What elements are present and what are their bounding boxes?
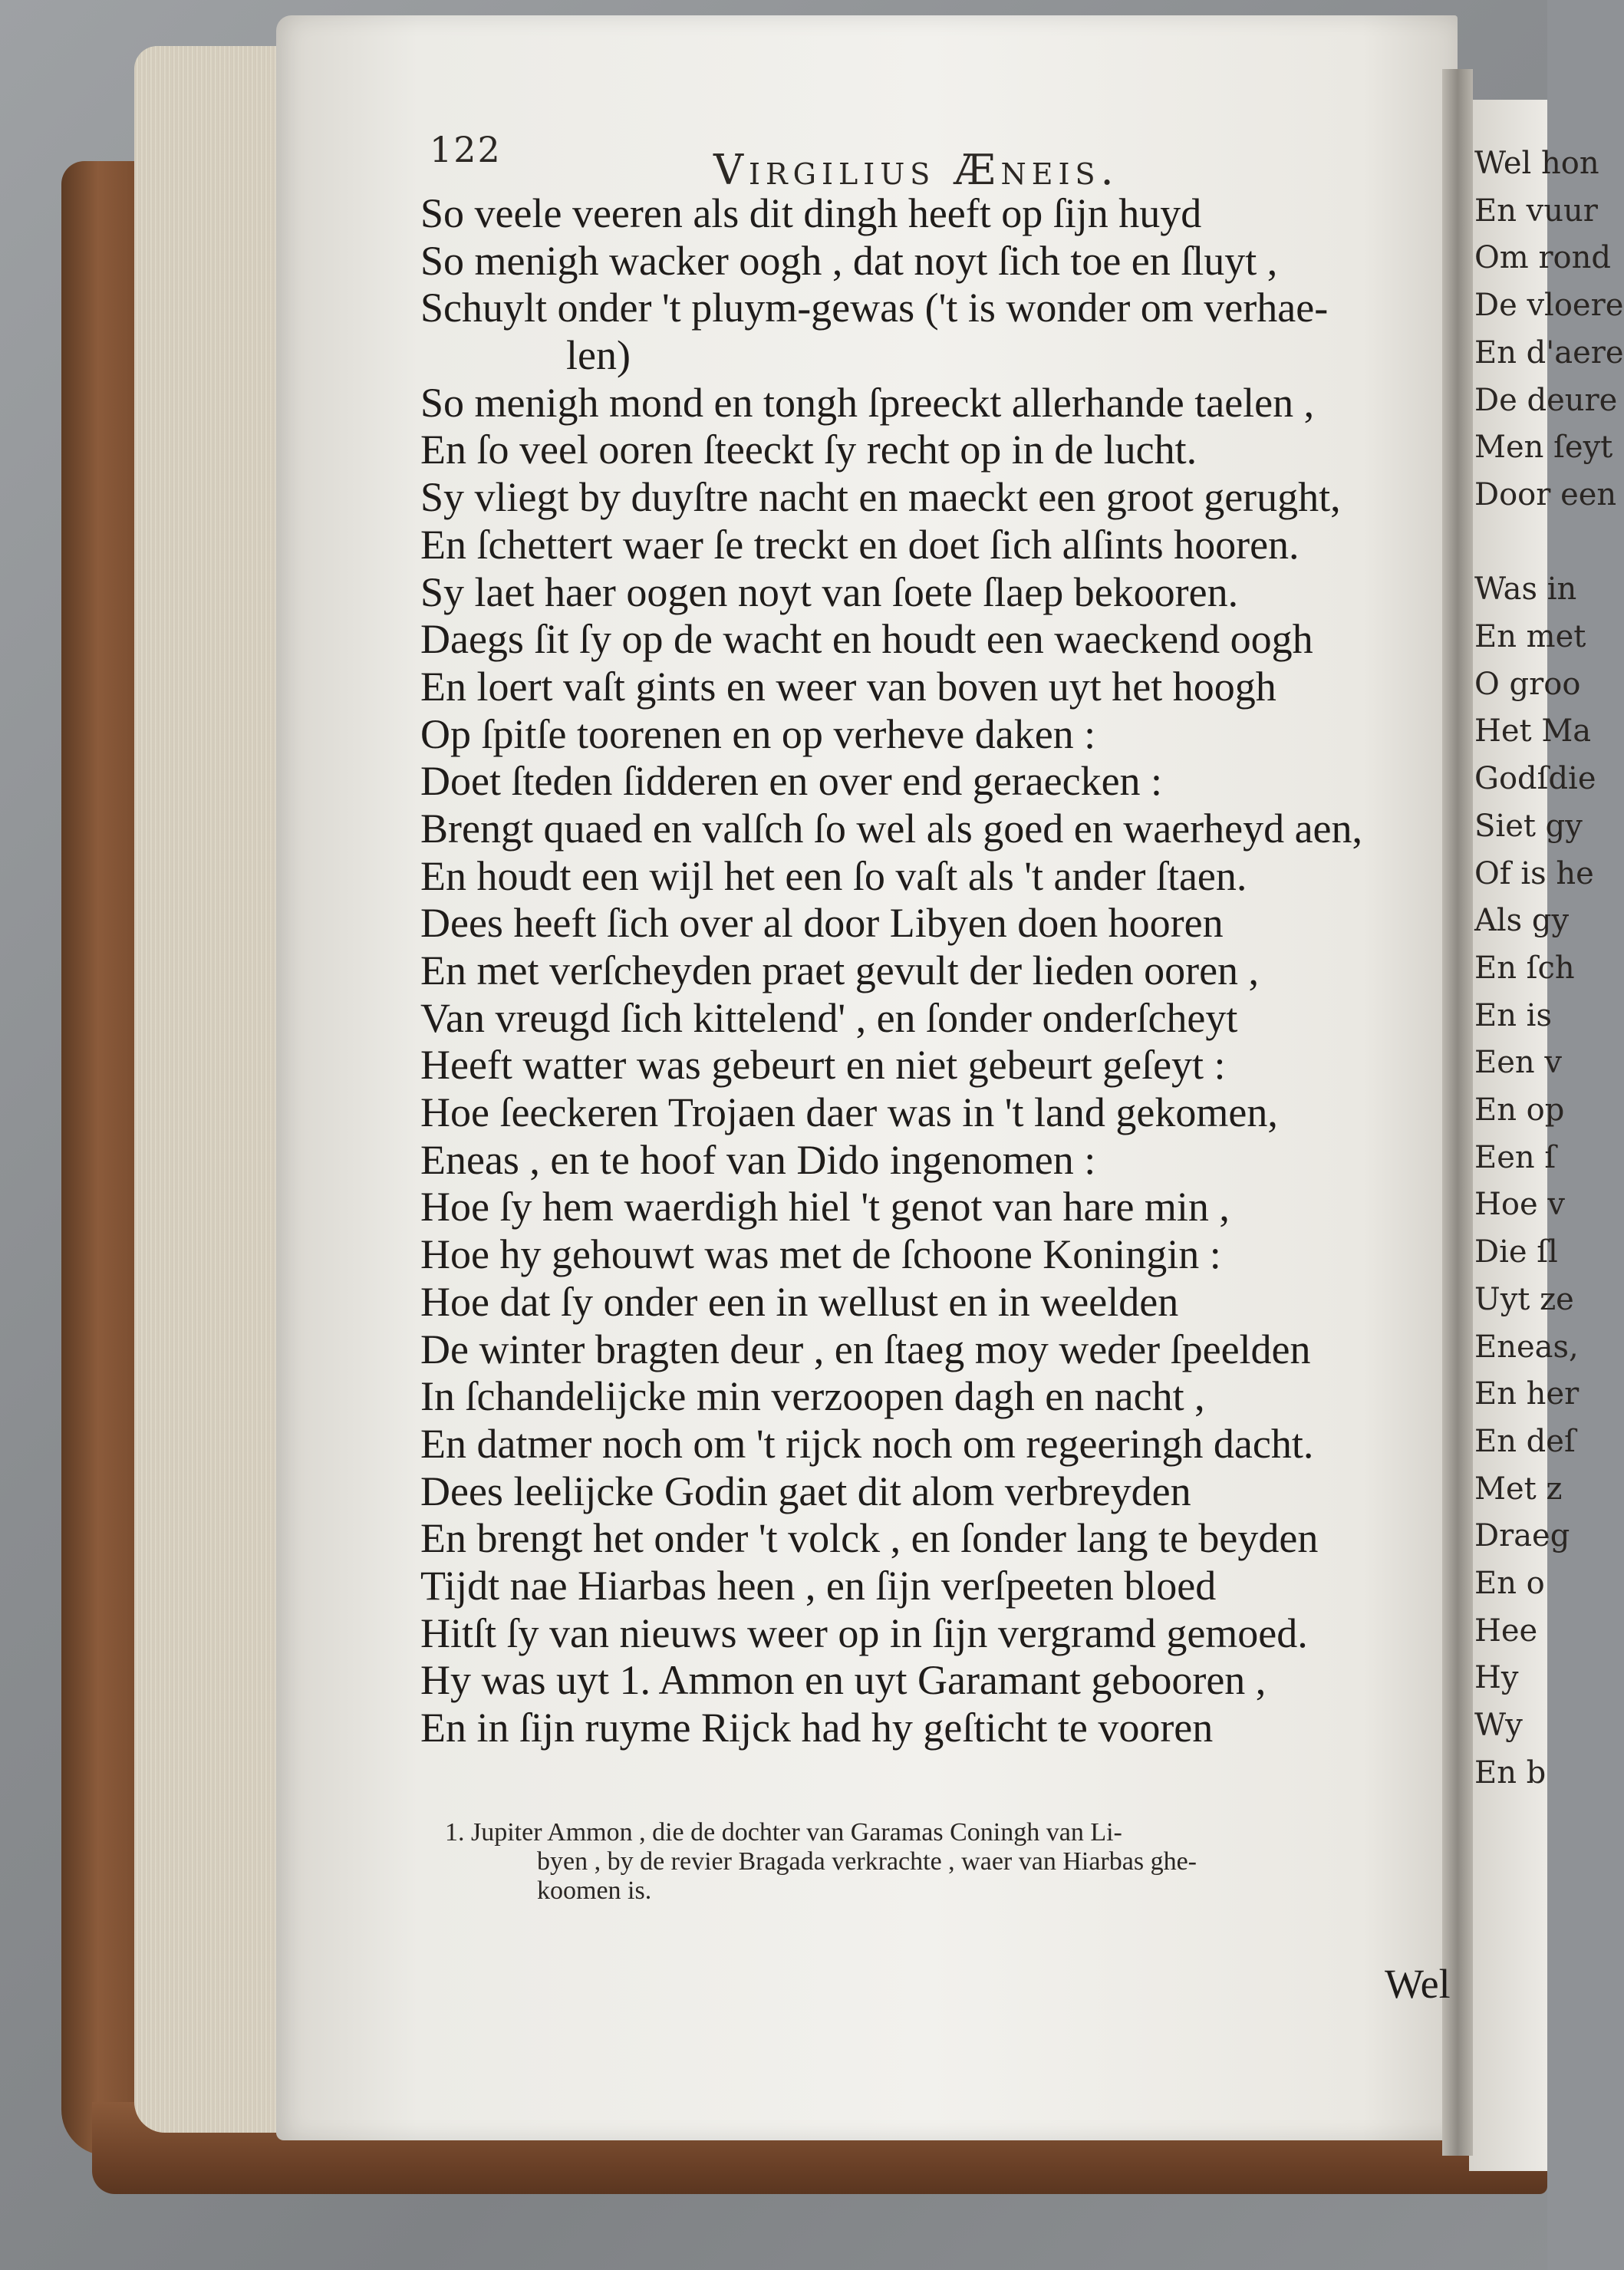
facing-page-line: Uyt ze xyxy=(1474,1281,1574,1317)
facing-page-line: Een ſ xyxy=(1474,1139,1556,1175)
facing-page-line: De deure xyxy=(1474,382,1618,418)
verse-line: Hoe ſy hem waerdigh hiel 't genot van hare min , xyxy=(420,1184,1230,1231)
verse-line: So menigh mond en tongh ſpreeckt allerhande taelen , xyxy=(420,379,1315,426)
facing-page-line: Was in xyxy=(1474,572,1577,608)
verse-line: So menigh wacker oogh , dat noyt ſich toe en ſluyt , xyxy=(420,237,1278,284)
verse-line: En brengt het onder 't volck , en ſonder lang te beyden xyxy=(420,1515,1319,1562)
verse-line: Hitſt ſy van nieuws weer op in ſijn vergramd gemoed. xyxy=(420,1609,1308,1656)
facing-page-line: En op xyxy=(1474,1092,1565,1128)
verse-line: De winter bragten deur , en ſtaeg moy weder ſpeelden xyxy=(420,1326,1311,1372)
page-edges xyxy=(134,46,288,2133)
footnote-line: byen , by de revier Bragada verkrachte , waer van Hiarbas ghe- xyxy=(537,1847,1197,1876)
verse-line: Hoe hy gehouwt was met de ſchoone Koningin : xyxy=(420,1231,1221,1278)
facing-page-line: Die ſl xyxy=(1474,1234,1558,1270)
facing-page-line: Wel hon xyxy=(1474,146,1599,181)
verse-line: So veele veeren als dit dingh heeft op ſijn huyd xyxy=(420,190,1202,236)
verse-line: Heeft watter was gebeurt en niet gebeurt geſeyt : xyxy=(420,1042,1226,1089)
verse-line: Dees leelijcke Godin gaet dit alom verbreyden xyxy=(420,1468,1191,1514)
facing-page-line: Draeg xyxy=(1474,1518,1570,1554)
verse-line: Hoe ſeeckeren Trojaen daer was in 't land gekomen, xyxy=(420,1089,1278,1136)
verse-line: Van vreugd ſich kittelend' , en ſonder onderſcheyt xyxy=(420,994,1238,1041)
facing-page-line: En ſch xyxy=(1474,950,1575,986)
facing-page-line: Wy xyxy=(1474,1708,1523,1744)
verse-line: En ſo veel ooren ſteeckt ſy recht op in de lucht. xyxy=(420,427,1197,473)
verse-line: Dees heeft ſich over al door Libyen doen hooren xyxy=(420,900,1224,947)
facing-page-line: En met xyxy=(1474,619,1586,654)
facing-page-line: Om rond xyxy=(1474,240,1612,276)
facing-page-line: Hoe v xyxy=(1474,1187,1565,1223)
facing-page-line: Eneas, xyxy=(1474,1329,1579,1365)
verse-line: Tijdt nae Hiarbas heen , en ſijn verſpeeten bloed xyxy=(420,1562,1217,1609)
facing-page-line: En o xyxy=(1474,1566,1545,1601)
facing-page-line: En deſ xyxy=(1474,1423,1576,1459)
facing-page-line: En is xyxy=(1474,997,1552,1033)
running-head: Virgilius Æneis. xyxy=(713,146,1119,194)
facing-page-line: Een v xyxy=(1474,1045,1562,1081)
facing-page-line: En b xyxy=(1474,1754,1547,1791)
footnote-line: koomen is. xyxy=(537,1876,652,1905)
facing-page-line: En d'aere xyxy=(1474,334,1624,371)
facing-page-line: Hy xyxy=(1474,1660,1519,1696)
verse-line: Sy laet haer oogen noyt van ſoete ſlaep bekooren. xyxy=(420,568,1239,615)
verse-line: Brengt quaed en valſch ſo wel als goed en waerheyd aen, xyxy=(420,805,1363,852)
verse-line: Op ſpitſe toorenen en op verheve daken : xyxy=(420,710,1096,757)
verse-line: In ſchandelijcke min verzoopen dagh en nacht , xyxy=(420,1373,1205,1420)
facing-page-line: Het Ma xyxy=(1474,713,1592,750)
facing-page-line: En vuur xyxy=(1474,193,1598,229)
page-number: 122 xyxy=(430,129,502,170)
verse-line: Hy was uyt 1. Ammon en uyt Garamant gebooren , xyxy=(420,1657,1267,1704)
footnote-line: 1. Jupiter Ammon , die de dochter van Garamas Coningh van Li- xyxy=(445,1818,1122,1847)
verse-line: En met verſcheyden praet gevult der lieden ooren , xyxy=(420,947,1260,993)
facing-page-line: Hee xyxy=(1474,1613,1538,1649)
facing-page-line: O groo xyxy=(1474,666,1581,702)
catchword: Wel xyxy=(1385,1961,1451,2007)
facing-page-line: Als gy xyxy=(1474,903,1570,939)
verse-line: Sy vliegt by duyſtre nacht en maeckt een groot gerught, xyxy=(420,474,1341,521)
verse-line: En ſchettert waer ſe treckt en doet ſich alſints hooren. xyxy=(420,521,1300,568)
verse-line: Hoe dat ſy onder een in wellust en in weelden xyxy=(420,1278,1179,1325)
facing-page-line: Godſdie xyxy=(1474,761,1596,797)
verse-line: Daegs ſit ſy op de wacht en houdt een waeckend oogh xyxy=(420,616,1313,663)
verse-line: En in ſijn ruyme Rijck had hy geſticht te vooren xyxy=(420,1705,1214,1751)
verse-line: En datmer noch om 't rijck noch om regeeringh dacht. xyxy=(420,1420,1314,1467)
facing-page-line: Men ſeyt xyxy=(1474,430,1613,466)
facing-page-line: En her xyxy=(1474,1376,1580,1412)
verse-line: Doet ſteden ſidderen en over end geraecken : xyxy=(420,758,1163,805)
verse-line: len) xyxy=(566,332,631,379)
facing-page-line: Door een xyxy=(1474,476,1617,512)
facing-page-line: Of is he xyxy=(1474,855,1594,891)
footnote xyxy=(445,1818,1458,1906)
facing-page-line: Met z xyxy=(1474,1471,1563,1507)
facing-page-line: De vloere xyxy=(1474,288,1624,324)
verse-line: Eneas , en te hoof van Dido ingenomen : xyxy=(420,1136,1096,1183)
verse-line: En houdt een wijl het een ſo vaſt als 't ander ſtaen. xyxy=(420,852,1247,899)
facing-page-line: Siet gy xyxy=(1474,808,1583,844)
verse-line: Schuylt onder 't pluym-gewas ('t is wonder om verhae- xyxy=(420,285,1329,331)
verse-text xyxy=(420,190,1464,1752)
verse-line: En loert vaſt gints en weer van boven uyt het hoogh xyxy=(420,663,1276,710)
